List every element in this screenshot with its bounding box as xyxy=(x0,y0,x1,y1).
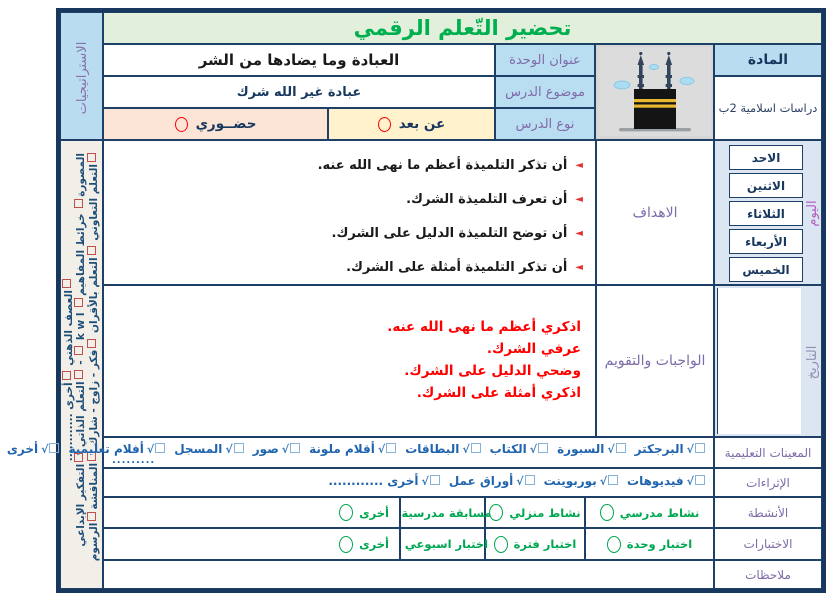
kaaba-image-cell xyxy=(595,44,714,140)
checkbox-icon[interactable] xyxy=(49,443,59,453)
activities-label: الأنشطة xyxy=(714,497,822,528)
aids-label: المعينات التعليمية xyxy=(714,437,822,468)
test-cell-period xyxy=(485,528,585,560)
date-group-cell xyxy=(714,285,822,437)
activity-circle[interactable] xyxy=(339,504,353,521)
test-circle[interactable] xyxy=(494,536,508,553)
day-cell: الاحد xyxy=(729,145,803,170)
page-title: تحضير التّعلم الرقمي xyxy=(103,12,822,44)
check-mark-icon: √ xyxy=(146,443,155,456)
day-group-cell xyxy=(714,140,822,285)
unit-title-value: العبادة وما يضادها من الشر xyxy=(103,44,495,76)
strategies-line-3: العصف الذهني أخرى ............ xyxy=(62,277,76,569)
checklist-item-label: المسجل xyxy=(174,442,223,456)
sheet-frame xyxy=(6,8,826,593)
activity-label: نشاط مدرسي xyxy=(619,505,700,520)
strategy-checkbox-icon[interactable] xyxy=(87,246,96,255)
checkbox-icon[interactable] xyxy=(386,443,396,453)
day-cell: الأربعاء xyxy=(729,229,803,254)
homework-content-cell xyxy=(103,285,596,437)
goal-item: ◄أن توضح التلميذة الدليل على الشرك. xyxy=(331,226,583,241)
check-mark-icon: √ xyxy=(281,443,290,456)
tests-label: الاختبارات xyxy=(714,528,822,560)
day-label: اليوم xyxy=(805,200,820,227)
date-label: التاريخ xyxy=(805,345,820,380)
inperson-option-circle[interactable] xyxy=(175,117,188,132)
strategy-checkbox-icon[interactable] xyxy=(74,199,83,208)
checkbox-icon[interactable] xyxy=(695,475,705,485)
check-mark-icon: √ xyxy=(421,475,429,488)
aids-items xyxy=(6,442,707,456)
activity-label: أخرى xyxy=(359,505,389,520)
lesson-topic-label: موضوع الدرس xyxy=(495,76,595,108)
check-mark-icon: √ xyxy=(686,475,694,488)
enrich-label: الإثراءات xyxy=(714,468,822,497)
check-mark-icon: √ xyxy=(462,443,470,456)
inperson-option-label: حضــوري xyxy=(195,116,257,132)
goal-bullet-icon: ◄ xyxy=(575,228,583,239)
check-mark-icon: √ xyxy=(41,443,49,456)
checkbox-icon[interactable] xyxy=(695,443,705,453)
checklist-item xyxy=(253,442,302,456)
strategy-checkbox-icon[interactable] xyxy=(62,371,71,380)
check-mark-icon: √ xyxy=(225,443,233,456)
strategies-header-label: الاستراتيجيات xyxy=(75,41,90,115)
checklist-item-label: الكتاب xyxy=(489,442,527,456)
goal-bullet-icon: ◄ xyxy=(575,194,583,205)
activity-label: مسابقة مدرسية xyxy=(401,505,492,520)
activity-cell-other xyxy=(103,497,400,528)
subject-value: دراسات اسلامية 2ب xyxy=(714,76,822,140)
checklist-item xyxy=(68,442,167,456)
check-mark-icon: √ xyxy=(529,443,538,456)
test-circle[interactable] xyxy=(607,536,621,553)
test-label: أخرى xyxy=(359,537,389,551)
checklist-item xyxy=(635,442,707,456)
checklist-item-label: أقلام ملونة xyxy=(309,442,375,456)
checklist-item xyxy=(174,442,246,456)
day-cell: الاثنين xyxy=(729,173,803,198)
checklist-item-label: بوربوينت xyxy=(543,474,597,488)
enrich-items xyxy=(110,474,707,488)
day-cell: الخميس xyxy=(729,257,803,282)
check-mark-icon: √ xyxy=(516,475,524,488)
lesson-type-label: نوع الدرس xyxy=(495,108,595,140)
notes-label: ملاحظات xyxy=(714,560,822,589)
test-label: اختبار فترة xyxy=(513,537,577,551)
checklist-item-label: أوراق عمل xyxy=(448,474,514,488)
homework-label: الواجبات والتقويم xyxy=(596,285,714,437)
kaaba-icon xyxy=(597,45,713,138)
aids-content-cell xyxy=(6,437,714,468)
activity-cell-home xyxy=(485,497,585,528)
checklist-item-label: فيديوهات xyxy=(627,474,684,488)
checkbox-icon[interactable] xyxy=(538,443,548,453)
strategy-checkbox-icon[interactable] xyxy=(87,153,96,162)
test-label: اختبار وحدة xyxy=(626,537,693,551)
day-cell: الثلاثاء xyxy=(729,201,803,226)
strategies-list-cell xyxy=(60,140,103,589)
homework-item: اذكري أمثلة على الشرك. xyxy=(416,385,581,401)
homework-item: وضحي الدليل على الشرك. xyxy=(404,363,581,379)
goal-bullet-icon: ◄ xyxy=(575,262,583,273)
checklist-item xyxy=(544,474,620,488)
checklist-item-label: البطاقات xyxy=(405,442,460,456)
test-circle[interactable] xyxy=(339,536,353,553)
remote-option-label: عن بعد xyxy=(398,116,446,132)
check-mark-icon: √ xyxy=(607,443,615,456)
date-empty-field[interactable] xyxy=(717,288,801,434)
check-mark-icon: √ xyxy=(686,443,694,456)
lesson-topic-value: عبادة غير الله شرك xyxy=(103,76,495,108)
checklist-item xyxy=(328,474,441,488)
activity-cell-school xyxy=(585,497,714,528)
goal-item: ◄أن تذكر التلميذة أمثلة على الشرك. xyxy=(346,260,583,275)
activity-label: نشاط منزلي xyxy=(509,505,581,520)
lesson-type-inperson-option[interactable] xyxy=(103,108,328,140)
checklist-item-label: أخرى ............ xyxy=(328,474,419,488)
checkbox-icon[interactable] xyxy=(234,443,244,453)
strategy-checkbox-icon[interactable] xyxy=(62,279,71,288)
goal-item: ◄أن تذكر التلميذة أعظم ما نهى الله عنه. xyxy=(317,158,583,173)
homework-list xyxy=(104,286,595,404)
test-label: اختبار اسبوعي xyxy=(404,537,489,551)
checklist-item-label: أخرى xyxy=(6,442,39,456)
homework-item: اذكري أعظم ما نهى الله عنه. xyxy=(387,319,581,335)
homework-item: عرفي الشرك. xyxy=(486,341,581,357)
remote-option-circle[interactable] xyxy=(378,117,391,132)
checkbox-icon[interactable] xyxy=(608,475,618,485)
aids-dots: ......... xyxy=(112,455,156,466)
checklist-item-label: أفلام تعليمية xyxy=(68,442,144,456)
unit-title-label: عنوان الوحدة xyxy=(495,44,595,76)
checkbox-icon[interactable] xyxy=(525,475,535,485)
test-cell-other xyxy=(103,528,400,560)
checklist-item xyxy=(309,442,398,456)
test-cell-unit xyxy=(585,528,714,560)
goals-list xyxy=(104,141,595,285)
notes-content-cell[interactable] xyxy=(103,560,714,589)
checkbox-icon[interactable] xyxy=(616,443,626,453)
goals-label: الاهداف xyxy=(596,140,714,285)
checkbox-icon[interactable] xyxy=(471,443,481,453)
checkbox-icon[interactable] xyxy=(430,475,440,485)
checkbox-icon[interactable] xyxy=(290,443,300,453)
enrich-content-cell xyxy=(103,468,714,497)
activity-cell-contest xyxy=(400,497,492,528)
activity-circle[interactable] xyxy=(600,504,614,521)
check-mark-icon: √ xyxy=(377,443,386,456)
checklist-item xyxy=(7,442,62,456)
checklist-item xyxy=(557,442,628,456)
strategy-checkbox-icon[interactable] xyxy=(87,512,96,521)
checkbox-icon[interactable] xyxy=(155,443,165,453)
checklist-item xyxy=(627,474,707,488)
checklist-item xyxy=(449,474,537,488)
lesson-type-remote-option[interactable] xyxy=(328,108,495,140)
goal-item: ◄أن تعرف التلميذة الشرك. xyxy=(406,192,583,207)
checklist-item xyxy=(405,442,482,456)
subject-label: المادة xyxy=(714,44,822,76)
checklist-item-label: صور xyxy=(252,442,279,456)
goal-bullet-icon: ◄ xyxy=(575,160,583,171)
checklist-item xyxy=(490,442,550,456)
check-mark-icon: √ xyxy=(599,475,608,488)
checklist-item-label: السبورة xyxy=(557,442,605,456)
goals-content-cell xyxy=(103,140,596,285)
test-cell-weekly xyxy=(400,528,489,560)
strategies-line-2: المصورة خرائط المفاهيم k w l - التعلم الذاتي التفكير الإبداعي xyxy=(75,153,87,547)
strategies-line-1: التعلم التعاوني التعلم بالأقران فكر - زاوج - شارك المناقشةالرسوم xyxy=(87,151,101,523)
checklist-item-label: البرجكتر xyxy=(634,442,684,456)
lesson-plan-sheet xyxy=(6,0,838,600)
strategy-checkbox-icon[interactable] xyxy=(87,339,96,348)
strategies-header-cell xyxy=(60,12,103,140)
